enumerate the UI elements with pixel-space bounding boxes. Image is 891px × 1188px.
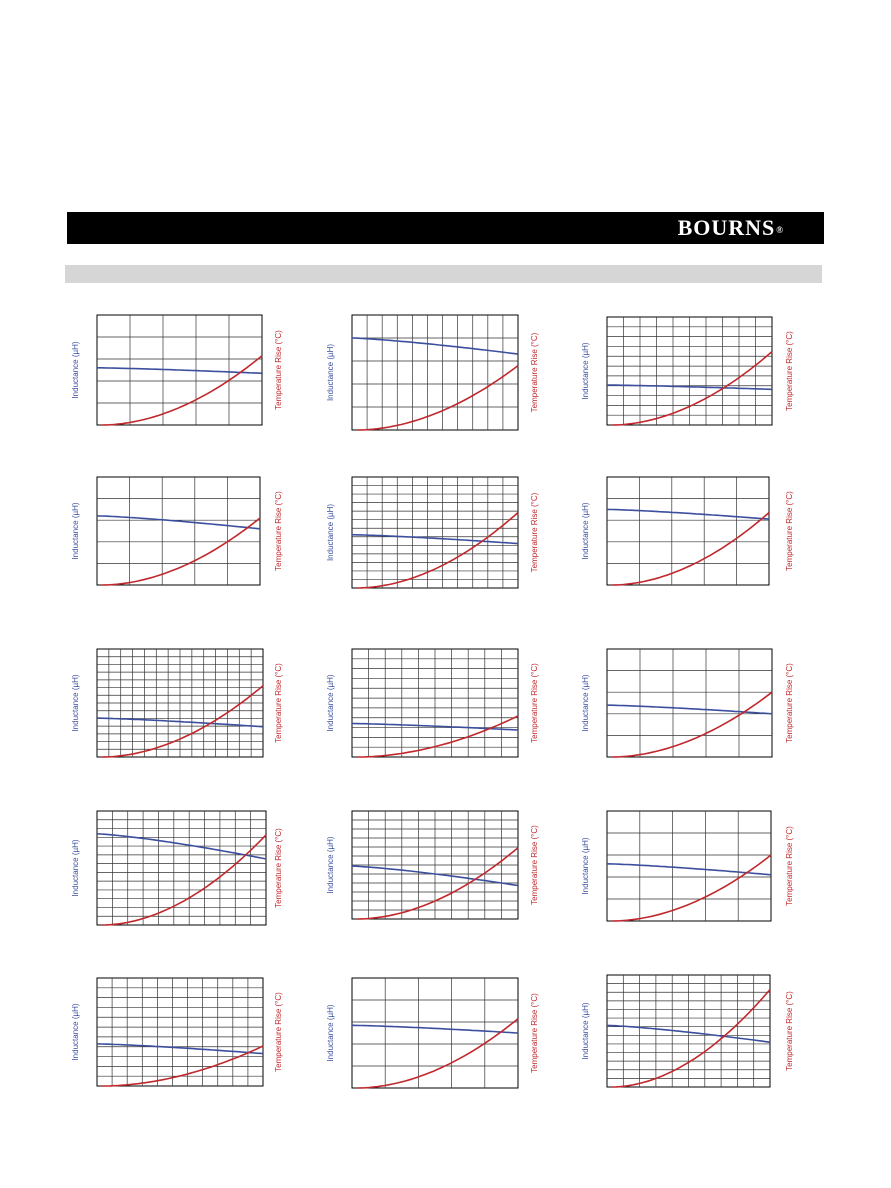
temperature-axis-label: Temperature Rise (°C) — [274, 828, 283, 908]
chart-frame — [97, 477, 260, 585]
chart-frame — [352, 811, 518, 919]
inductance-curve — [607, 864, 771, 875]
inductance-axis-label: Inductance (µH) — [326, 343, 335, 402]
temperature-curve — [357, 1019, 518, 1088]
temperature-curve — [612, 855, 771, 921]
temperature-axis-label: Temperature Rise (°C) — [530, 993, 539, 1073]
inductance-curve — [352, 338, 518, 354]
inductance-axis-label: Inductance (µH) — [581, 837, 590, 895]
temperature-axis-label: Temperature Rise (°C) — [530, 663, 539, 743]
inductance-axis-label: Inductance (µH) — [71, 341, 80, 399]
inductance-curve — [352, 866, 518, 885]
inductance-axis-label: Inductance (µH) — [326, 503, 335, 562]
inductance-axis-label: Inductance (µH) — [326, 1004, 335, 1062]
inductance-curve — [607, 509, 769, 519]
inductance-axis-label: Inductance (µH) — [326, 836, 335, 894]
temperature-curve — [102, 686, 263, 757]
temperature-axis-label: Temperature Rise (°C) — [274, 330, 283, 410]
temperature-axis-label: Temperature Rise (°C) — [530, 332, 539, 413]
temperature-curve — [612, 513, 769, 585]
inductance-curve — [97, 1044, 263, 1054]
inductance-curve — [97, 516, 260, 529]
chart-frame — [607, 811, 771, 921]
inductance-curve — [97, 718, 263, 727]
temperature-axis-label: Temperature Rise (°C) — [785, 331, 794, 411]
chart-frame — [352, 649, 518, 757]
temperature-axis-label: Temperature Rise (°C) — [785, 663, 794, 743]
inductance-curve — [97, 368, 262, 374]
temperature-curve — [612, 692, 772, 757]
chart-frame — [352, 978, 518, 1088]
temperature-curve — [357, 716, 518, 757]
inductance-axis-label: Inductance (µH) — [581, 674, 590, 732]
inductance-axis-label: Inductance (µH) — [71, 674, 80, 732]
inductance-curve — [352, 1025, 518, 1033]
chart-frame — [97, 649, 263, 757]
inductance-axis-label: Inductance (µH) — [71, 502, 80, 560]
inductance-axis-label: Inductance (µH) — [581, 342, 590, 400]
inductance-curve — [352, 724, 518, 731]
inductance-axis-label: Inductance (µH) — [581, 502, 590, 560]
inductance-curve — [607, 705, 772, 714]
chart-frame — [352, 315, 518, 430]
chart-frame — [607, 649, 772, 757]
inductance-curve — [352, 535, 518, 544]
inductance-curve — [607, 1025, 770, 1042]
chart-frame — [607, 317, 772, 425]
temperature-curve — [102, 835, 266, 925]
chart-frame — [352, 477, 518, 588]
temperature-axis-label: Temperature Rise (°C) — [530, 825, 539, 905]
temperature-axis-label: Temperature Rise (°C) — [785, 826, 794, 906]
temperature-curve — [102, 356, 262, 425]
inductance-axis-label: Inductance (µH) — [71, 839, 80, 897]
temperature-axis-label: Temperature Rise (°C) — [530, 492, 539, 573]
temperature-curve — [102, 1046, 263, 1086]
temperature-curve — [357, 513, 518, 589]
bourns-logo — [678, 215, 784, 241]
temperature-curve — [102, 518, 260, 585]
chart-frame — [97, 978, 263, 1086]
inductance-axis-label: Inductance (µH) — [71, 1003, 80, 1061]
header-bar — [67, 212, 824, 244]
temperature-axis-label: Temperature Rise (°C) — [274, 491, 283, 571]
logo-text: BOURNS — [677, 215, 776, 240]
inductance-curve — [607, 385, 772, 389]
temperature-axis-label: Temperature Rise (°C) — [274, 992, 283, 1072]
chart-frame — [607, 975, 770, 1087]
temperature-axis-label: Temperature Rise (°C) — [785, 991, 794, 1071]
registered-mark: ® — [776, 225, 784, 235]
temperature-curve — [357, 366, 518, 430]
temperature-axis-label: Temperature Rise (°C) — [274, 663, 283, 743]
temperature-axis-label: Temperature Rise (°C) — [785, 491, 794, 571]
chart-frame — [97, 811, 266, 925]
temperature-curve — [612, 990, 770, 1087]
chart-frame — [607, 477, 769, 585]
section-bar — [65, 265, 822, 283]
inductance-axis-label: Inductance (µH) — [581, 1002, 590, 1060]
temperature-curve — [357, 848, 518, 919]
inductance-axis-label: Inductance (µH) — [326, 674, 335, 732]
inductance-curve — [97, 834, 266, 859]
chart-frame — [97, 315, 262, 425]
temperature-curve — [612, 352, 772, 425]
